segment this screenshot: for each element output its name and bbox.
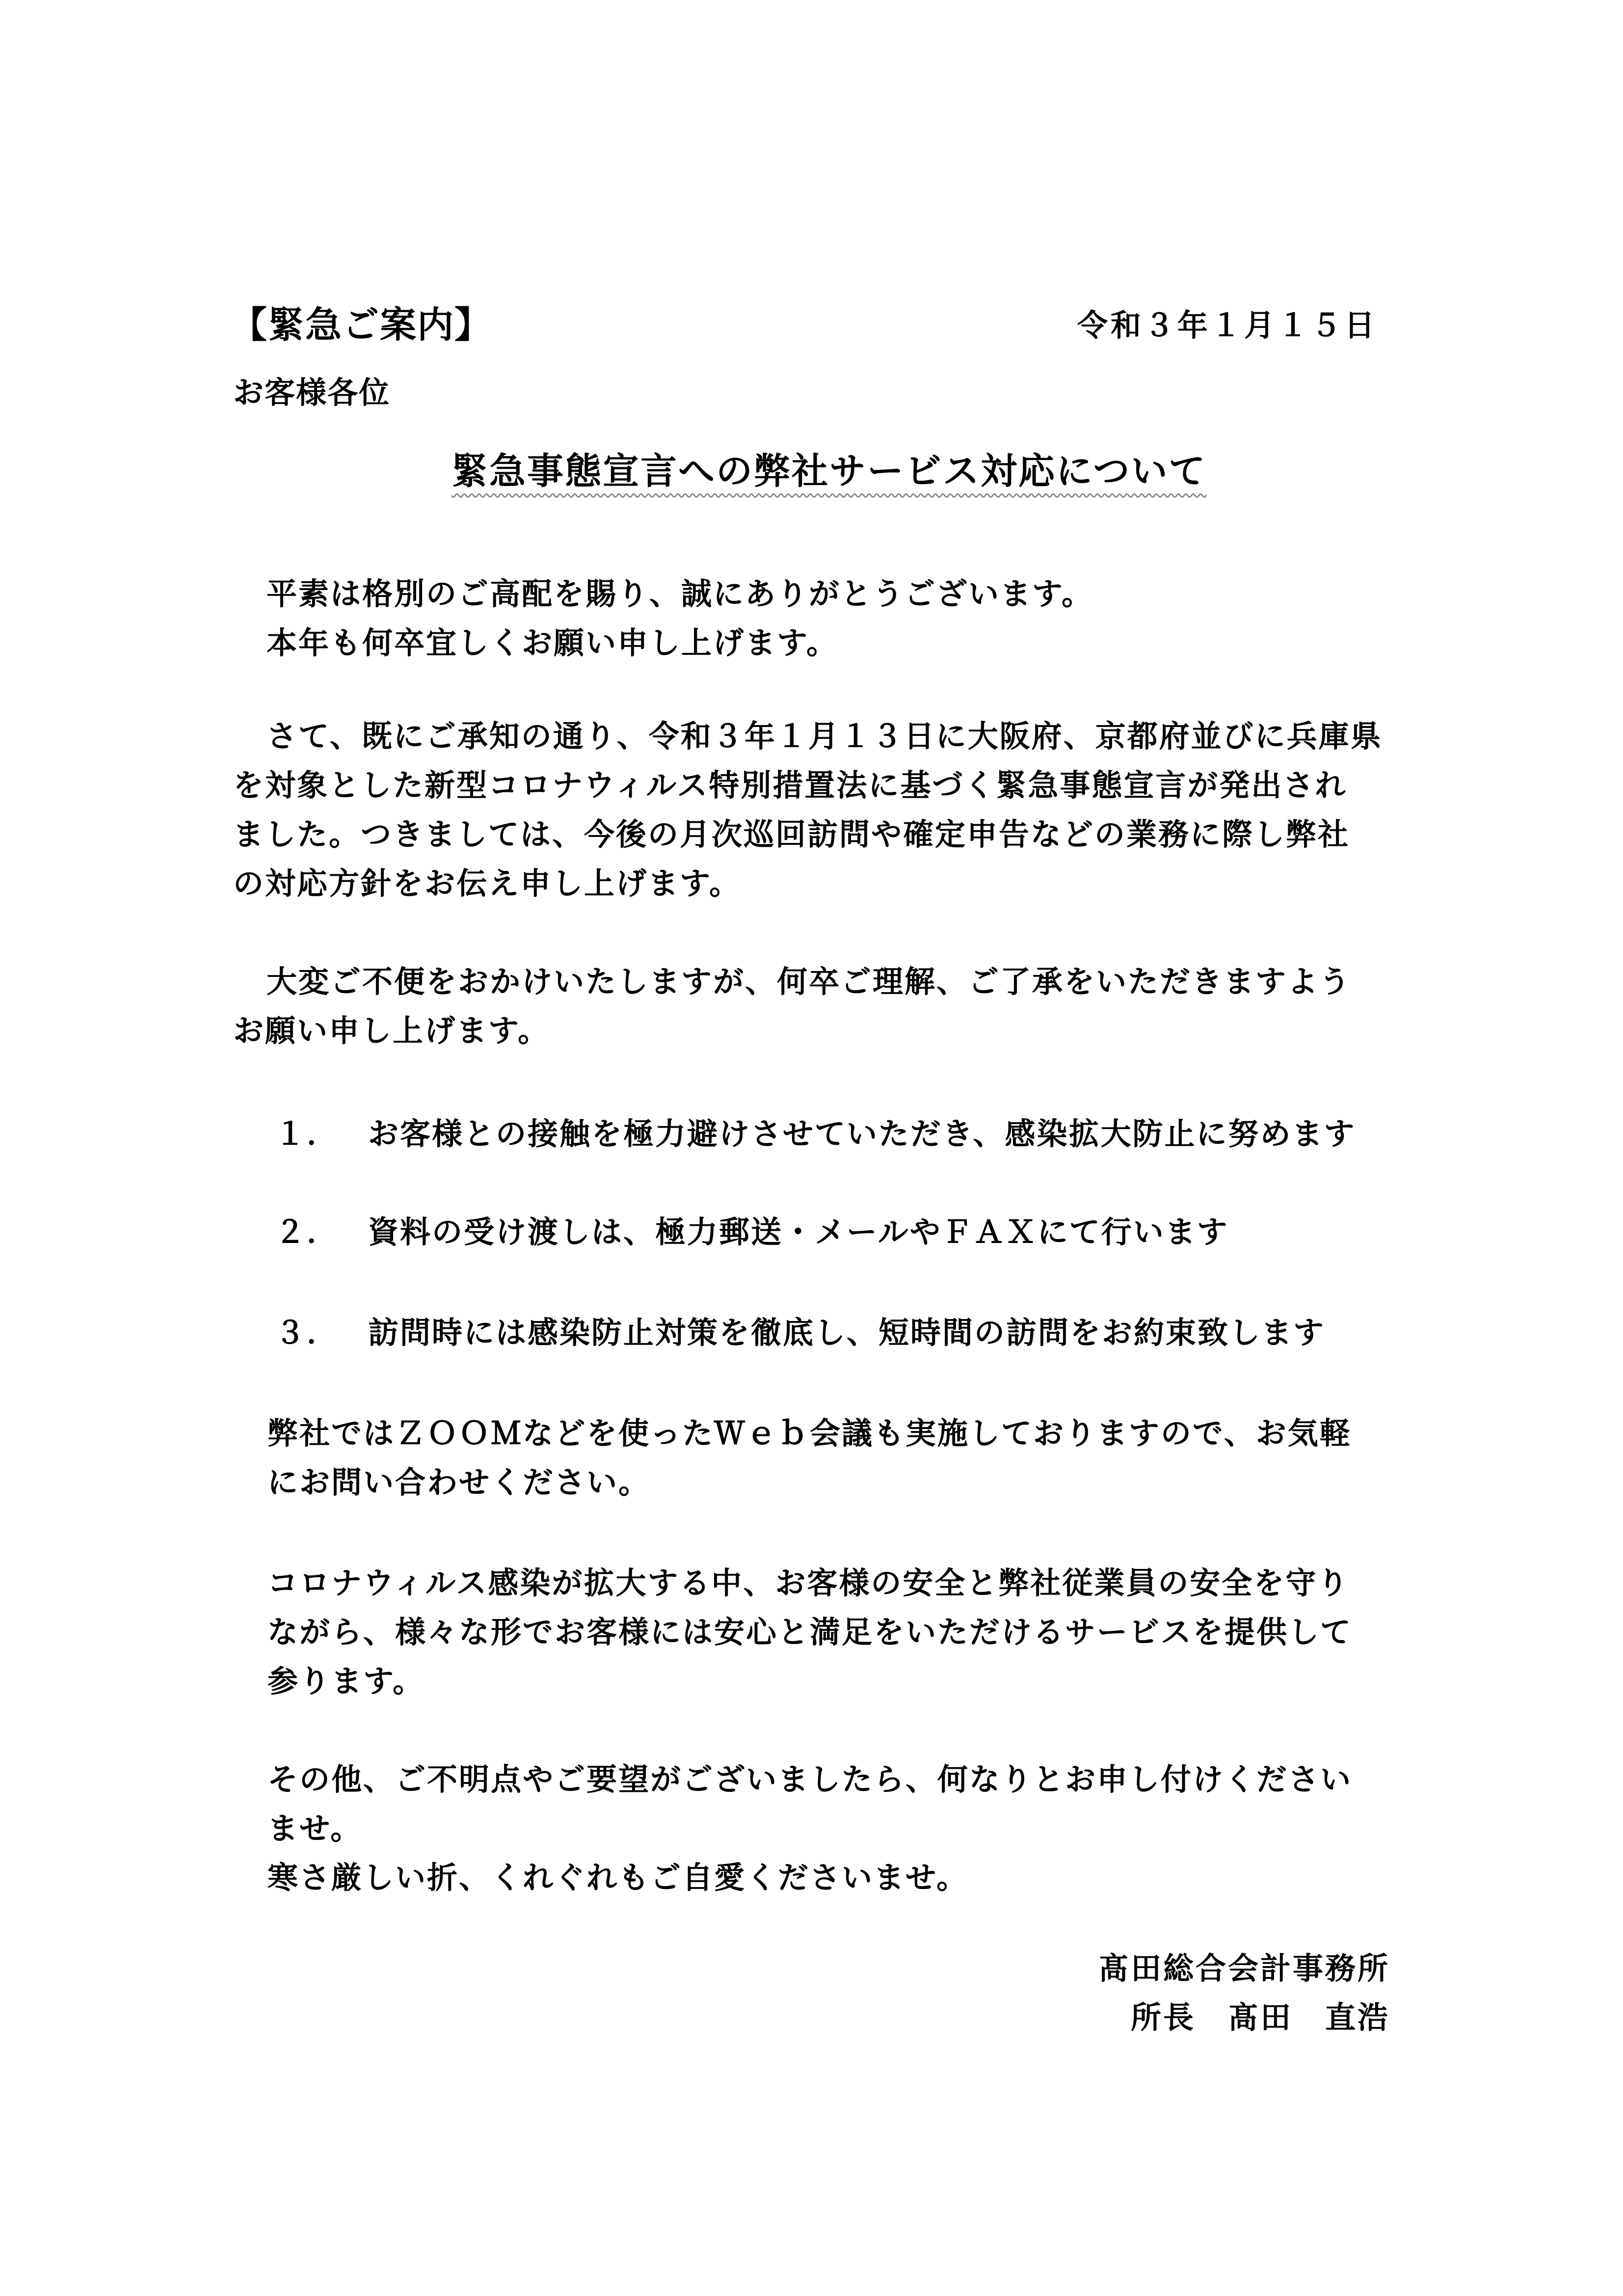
paragraph-line: の対応方針をお伝え申し上げます。 <box>233 865 742 901</box>
paragraph-line: ました。つきましては、今後の月次巡回訪問や確定申告などの業務に際し弊社 <box>233 816 1350 852</box>
addressee: お客様各位 <box>233 375 391 410</box>
greeting-line: 本年も何卒宜しくお願い申し上げます。 <box>266 625 839 661</box>
paragraph-line: ながら、様々な形でお客様には安心と満足をいただけるサービスを提供して <box>267 1614 1353 1650</box>
signature-name: 所長 髙田 直浩 <box>1130 1999 1390 2035</box>
paragraph-line: ませ。 <box>267 1810 363 1846</box>
list-item <box>275 1109 1356 1159</box>
signature-organization: 髙田総合会計事務所 <box>1098 1950 1390 1986</box>
document-title: 緊急事態宣言への弊社サービス対応について <box>452 450 1207 492</box>
list-item <box>275 1208 1229 1257</box>
body-paragraph-4 <box>267 1559 1401 1706</box>
body-paragraph-3 <box>267 1409 1401 1507</box>
body-paragraph-2 <box>233 957 1401 1055</box>
list-item-text: お客様との接触を極力避けさせていただき、感染拡大防止に努めます <box>368 1116 1356 1152</box>
body-paragraph-1 <box>233 712 1401 908</box>
paragraph-line: 参ります。 <box>267 1663 425 1699</box>
paragraph-line: 寒さ厳しい折、くれぐれもご自愛くださいませ。 <box>267 1860 969 1895</box>
paragraph-line: その他、ご不明点やご要望がございましたら、何なりとお申し付けください <box>267 1761 1353 1797</box>
notice-label: 【緊急ご案内】 <box>231 304 492 346</box>
list-item-text: 資料の受け渡しは、極力郵送・メールやＦＡＸにて行います <box>368 1214 1229 1250</box>
list-item-text: 訪問時には感染防止対策を徹底し、短時間の訪問をお約束致します <box>368 1315 1326 1351</box>
paragraph-line: 弊社ではＺＯＯＭなどを使ったＷｅｂ会議も実施しておりますので、お気軽 <box>267 1415 1352 1451</box>
paragraph-line: お願い申し上げます。 <box>233 1013 550 1049</box>
list-item-number: ３． <box>275 1315 339 1351</box>
signature-block <box>1098 1944 1390 2042</box>
list-item <box>275 1308 1325 1357</box>
paragraph-line: さて、既にご承知の通り、令和３年１月１３日に大阪府、京都府並びに兵庫県 <box>266 718 1383 754</box>
paragraph-line: にお問い合わせください。 <box>267 1464 651 1500</box>
greeting-line: 平素は格別のご高配を賜り、誠にありがとうございます。 <box>266 576 1094 612</box>
body-paragraph-5 <box>267 1755 1401 1902</box>
list-item-number: ２． <box>275 1214 339 1250</box>
list-item-number: １． <box>275 1116 339 1152</box>
greeting-paragraph <box>233 569 1401 668</box>
paragraph-line: を対象とした新型コロナウィルス特別措置法に基づく緊急事態宣言が発出され <box>233 767 1347 803</box>
paragraph-line: コロナウィルス感染が拡大する中、お客様の安全と弊社従業員の安全を守り <box>267 1565 1350 1601</box>
date: 令和３年１月１５日 <box>1077 307 1378 343</box>
paragraph-line: 大変ご不便をおかけいたしますが、何卒ご理解、ご了承をいただきますよう <box>266 964 1352 999</box>
